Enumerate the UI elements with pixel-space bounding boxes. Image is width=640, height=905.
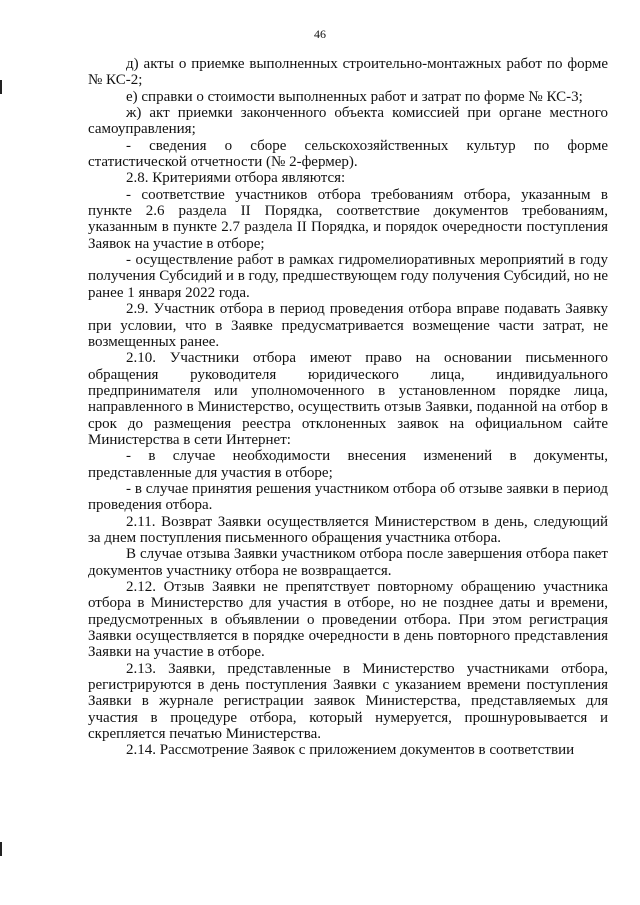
- paragraph: 2.11. Возврат Заявки осуществляется Министерством в день, следующий за днем поступления письменного обращения участника отбора.: [88, 513, 608, 546]
- paragraph: е) справки о стоимости выполненных работ и затрат по форме № КС-3;: [126, 88, 583, 105]
- paragraph: - соответствие участников отбора требованиям отбора, указанным в пункте 2.6 раздела II Порядка, соответствие документов требованиям, указанным в пункте 2.7 раздела II Порядка, и порядок очередности поступления Заявок на участие в отборе;: [88, 186, 608, 252]
- paragraph: д) акты о приемке выполненных строительно-монтажных работ по форме № КС-2;: [88, 56, 608, 89]
- paragraph: - в случае необходимости внесения изменений в документы, представленные для участия в отборе;: [88, 448, 608, 481]
- left-edge-mark: [0, 80, 2, 94]
- left-edge-mark-bottom: [0, 842, 2, 856]
- paragraph: В случае отзыва Заявки участником отбора после завершения отбора пакет документов участнику отбора не возвращается.: [88, 546, 608, 579]
- paragraph: 2.13. Заявки, представленные в Министерство участниками отбора, регистрируются в день поступления Заявки с указанием времени поступления Заявки в журнале регистрации заявок Министерства, представляемых для участия в процедуре отбора, который нумеруется, прошнуровывается и скрепляется печатью Министерства.: [88, 660, 608, 743]
- paragraph: 2.12. Отзыв Заявки не препятствует повторному обращению участника отбора в Министерство для участия в отборе, но не позднее даты и времени, предусмотренных в объявлении о проведении отбора. При этом регистрация Заявки осуществляется в порядке очередности в день повторного представления Заявки на участие в отборе.: [88, 579, 608, 661]
- document-body: [88, 56, 608, 759]
- paragraph: 2.14. Рассмотрение Заявок с приложением документов в соответствии: [126, 742, 575, 759]
- paragraph: - в случае принятия решения участником отбора об отзыве заявки в период проведения отбора.: [88, 480, 608, 514]
- paragraph: 2.10. Участники отбора имеют право на основании письменного обращения руководителя юридического лица, индивидуального предпринимателя или уполномоченного в установленном порядке лица, направленного в Министерство, осуществить отзыв Заявки, поданной на отбор в срок до размещения реестра отклоненных заявок на официальном сайте Министерства в сети Интернет:: [88, 350, 608, 448]
- paragraph: 2.8. Критериями отбора являются:: [126, 170, 346, 187]
- paragraph: 2.9. Участник отбора в период проведения отбора вправе подавать Заявку при условии, что в Заявке предусматривается возмещение части затрат, не возмещенных ранее.: [88, 301, 608, 350]
- paragraph: ж) акт приемки законченного объекта комиссией при органе местного самоуправления;: [88, 105, 608, 138]
- page-number: 46: [314, 27, 326, 41]
- paragraph: - осуществление работ в рамках гидромелиоративных мероприятий в году получения Субсидий и в году, предшествующем году получения Субсидий, но не ранее 1 января 2022 года.: [88, 252, 608, 301]
- paragraph: - сведения о сборе сельскохозяйственных культур по форме статистической отчетности (№ 2-фермер).: [88, 137, 608, 171]
